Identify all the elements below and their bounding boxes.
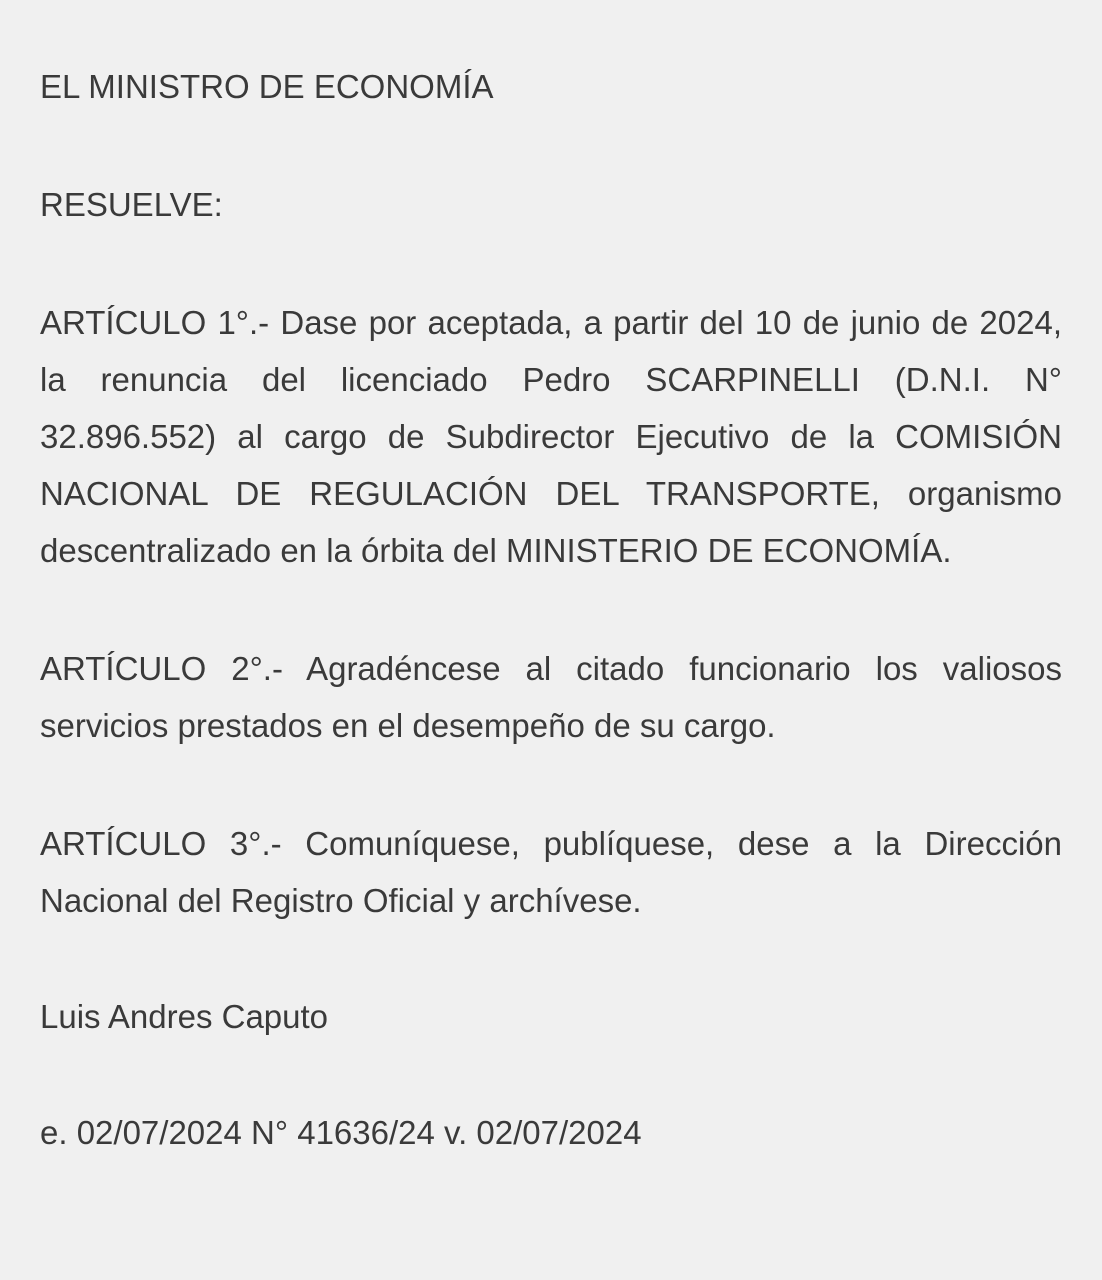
article-1: ARTÍCULO 1°.- Dase por aceptada, a partir del 10 de junio de 2024, la renuncia del licenciado Pedro SCARPINELLI (D.N.I. N° 32.896.552) al cargo de Subdirector Ejecutivo de la COMISIÓN NACIONAL DE REGULACIÓN DEL TRANSPORTE, organismo descentralizado en la órbita del MINISTERIO DE ECONOMÍA. [40, 304, 1062, 569]
resolve-label: RESUELVE: [40, 186, 223, 223]
publication-reference: e. 02/07/2024 N° 41636/24 v. 02/07/2024 [40, 1114, 642, 1151]
article-2: ARTÍCULO 2°.- Agradéncese al citado funcionario los valiosos servicios prestados en el desempeño de su cargo. [40, 650, 1062, 744]
signature: Luis Andres Caputo [40, 998, 329, 1035]
document-heading: EL MINISTRO DE ECONOMÍA [40, 68, 494, 105]
article-3: ARTÍCULO 3°.- Comuníquese, publíquese, dese a la Dirección Nacional del Registro Oficial y archívese. [40, 825, 1062, 919]
